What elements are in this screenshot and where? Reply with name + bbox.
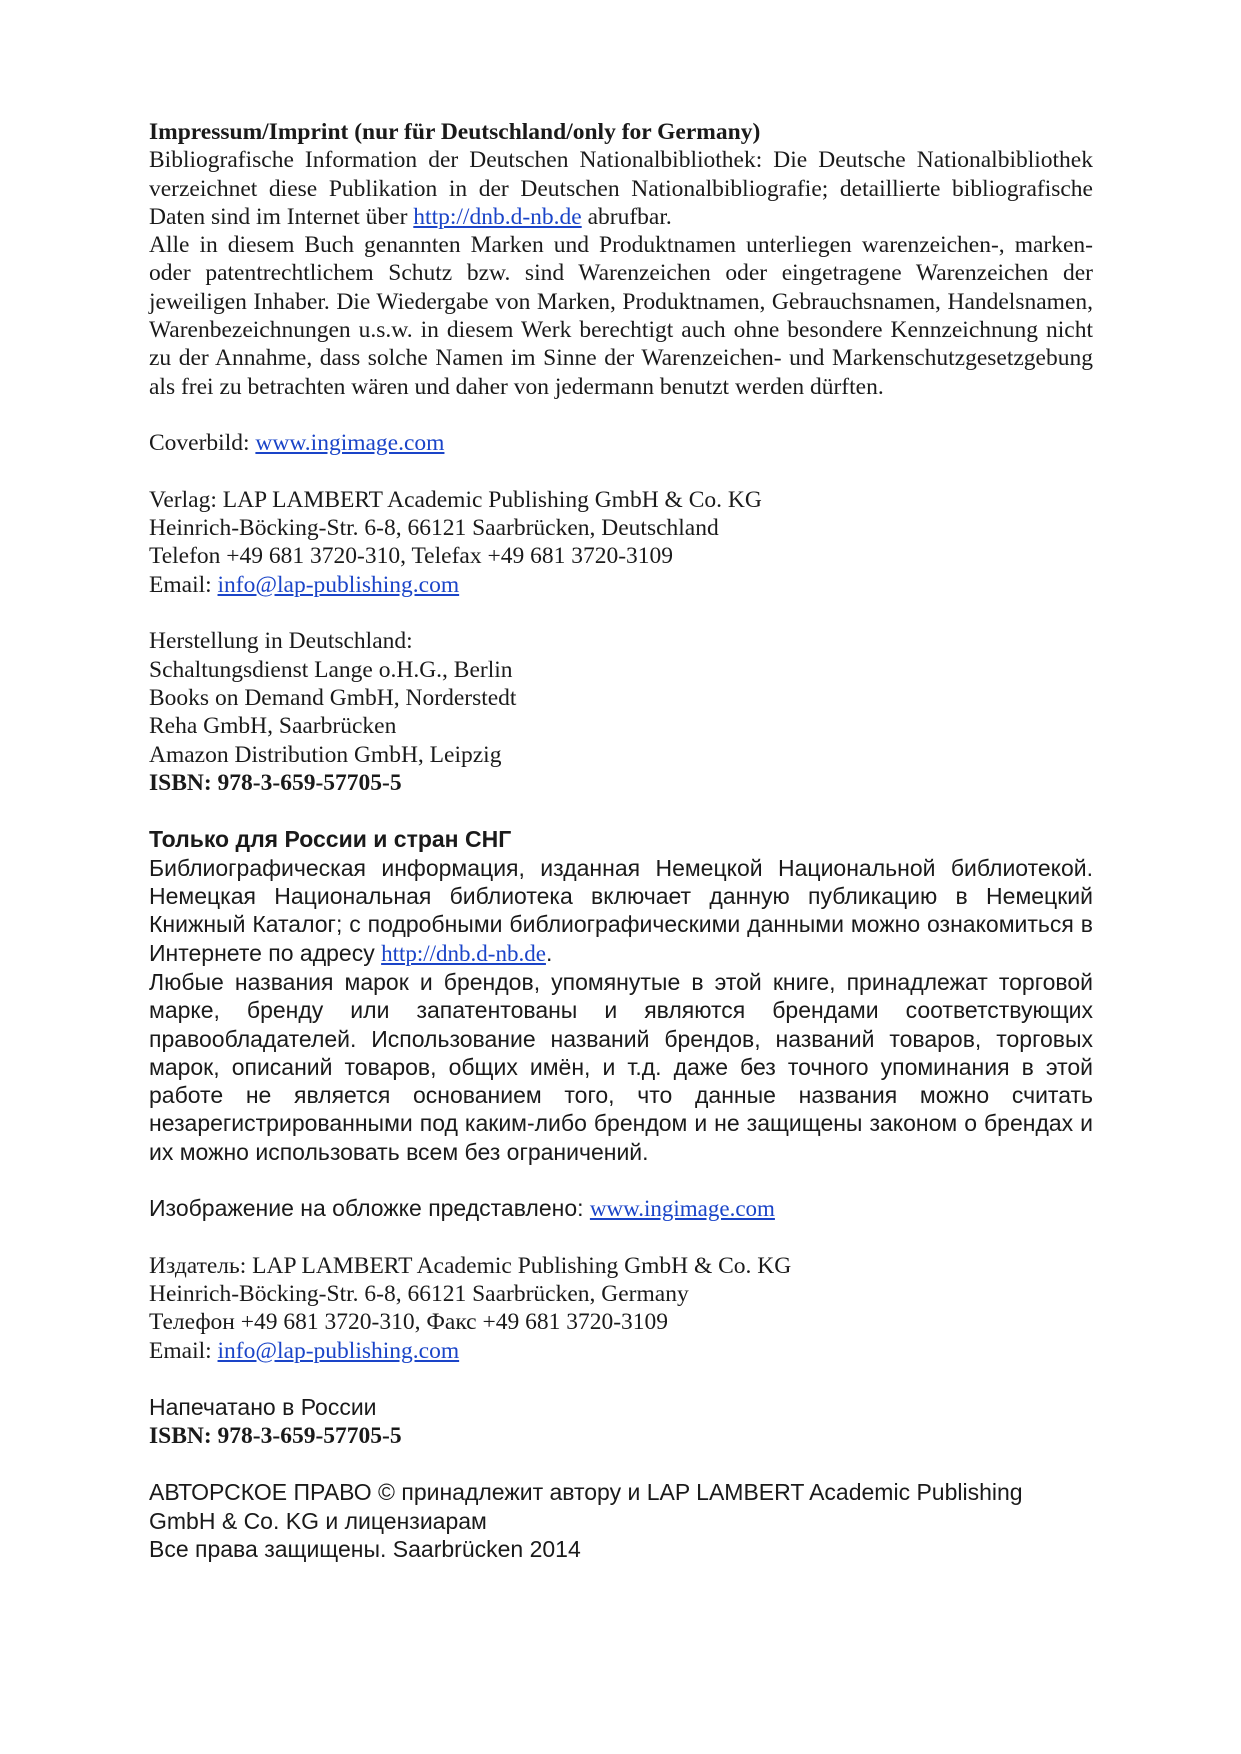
ru-publisher-address: Heinrich-Böcking-Str. 6-8, 66121 Saarbrücken, Germany [149, 1281, 689, 1308]
ru-email-label: Email: [149, 1337, 218, 1364]
email-link[interactable]: info@lap-publishing.com [217, 571, 460, 598]
dnb-link[interactable]: http://dnb.d-nb.de [413, 203, 582, 230]
ru-publisher-phone: Телефон +49 681 3720-310, Факс +49 681 3720-3109 [149, 1309, 669, 1336]
ru-bibliographic-info-tail: . [545, 939, 553, 966]
ru-dnb-link[interactable]: http://dnb.d-nb.de [381, 940, 546, 966]
ru-isbn: ISBN: 978-3-659-57705-5 [149, 1422, 402, 1449]
isbn: ISBN: 978-3-659-57705-5 [149, 769, 402, 796]
publisher-address: Heinrich-Böcking-Str. 6-8, 66121 Saarbrücken, Deutschland [149, 515, 719, 542]
production-item: Books on Demand GmbH, Norderstedt [149, 684, 517, 711]
ru-heading: Только для России и стран СНГ [149, 826, 512, 853]
cover-label: Coverbild: [149, 430, 256, 457]
production-item: Schaltungsdienst Lange o.H.G., Berlin [149, 656, 513, 683]
ru-bibliographic-info-text: Библиографическая информация, изданная Немецкой Национальной библиотекой. Немецкая Национальная библиотека включает данную публикацию в Немецкий Книжный Каталог; с подробными библиографическими данными можно ознакомиться в Интернете по адресу [149, 854, 1093, 966]
cover-credit [149, 429, 1093, 457]
ru-cover-credit [149, 1194, 1093, 1223]
publisher-line: Verlag: LAP LAMBERT Academic Publishing GmbH & Co. KG [149, 486, 762, 513]
publisher-email [149, 571, 1093, 599]
imprint-heading: Impressum/Imprint (nur für Deutschland/only for Germany) [149, 119, 761, 145]
bibliographic-info-tail: abrufbar. [581, 203, 672, 230]
ru-publisher-email [149, 1337, 1093, 1365]
email-label: Email: [149, 571, 218, 598]
ru-bibliographic-info [149, 854, 1093, 968]
ru-rights: Все права защищены. Saarbrücken 2014 [149, 1535, 581, 1562]
bibliographic-info [149, 146, 1093, 231]
ru-trademark-notice: Любые названия марок и брендов, упомянутые в этой книге, принадлежат торговой марке, бренду или запатентованы и являются брендами соответствующих правообладателей. Использование названий брендов, названий товаров, торговых марок, описаний товаров, общих имён, и т.д. даже без точного упоминания в этой работе не является основанием того, что данные названия можно считать незарегистрированными под каким-либо брендом и не защищены законом о брендах и их можно использовать всем без ограничений. [149, 968, 1093, 1165]
production-item: Reha GmbH, Saarbrücken [149, 713, 397, 740]
imprint-page [149, 118, 1093, 1563]
ru-copyright: АВТОРСКОЕ ПРАВО © принадлежит автору и LAP LAMBERT Academic Publishing GmbH & Co. KG и лицензиарам [149, 1479, 1023, 1534]
production-heading: Herstellung in Deutschland: [149, 628, 413, 655]
bibliographic-info-text: Bibliografische Information der Deutschen Nationalbibliothek: Die Deutsche Nationalbibliothek verzeichnet diese Publikation in der Deutschen Nationalbibliografie; detaillierte bibliografische Daten sind im Internet über [149, 147, 1093, 230]
ru-cover-link[interactable]: www.ingimage.com [589, 1196, 775, 1222]
trademark-notice: Alle in diesem Buch genannten Marken und Produktnamen unterliegen warenzeichen-, marken- oder patentrechtlichem Schutz bzw. sind Warenzeichen oder eingetragene Warenzeichen der jeweiligen Inhaber. Die Wiedergabe von Marken, Produktnamen, Gebrauchsnamen, Handelsnamen, Warenbezeichnungen u.s.w. in diesem Werk berechtigt auch ohne besondere Kennzeichnung nicht zu der Annahme, dass solche Namen im Sinne der Warenzeichen- und Markenschutzgesetzgebung als frei zu betrachten wären und daher von jedermann benutzt werden dürften. [149, 232, 1093, 400]
ru-printed: Напечатано в России [149, 1394, 377, 1421]
ru-cover-label: Изображение на обложке представлено: [149, 1195, 590, 1222]
cover-link[interactable]: www.ingimage.com [255, 430, 445, 457]
production-item: Amazon Distribution GmbH, Leipzig [149, 741, 502, 768]
ru-email-link[interactable]: info@lap-publishing.com [217, 1337, 460, 1364]
ru-publisher-line: Издатель: LAP LAMBERT Academic Publishing GmbH & Co. KG [149, 1252, 792, 1279]
publisher-phone: Telefon +49 681 3720-310, Telefax +49 681 3720-3109 [149, 543, 674, 570]
